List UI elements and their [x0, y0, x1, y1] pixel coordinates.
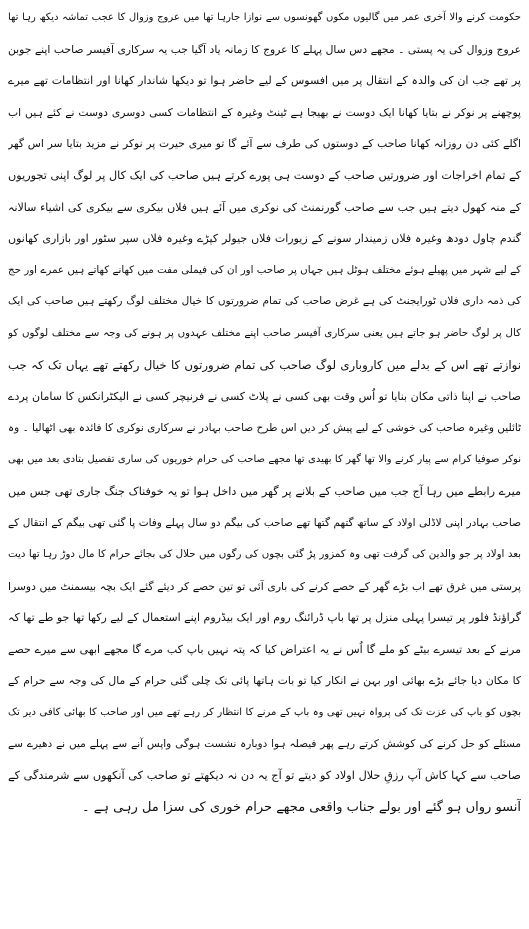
article-line: گراؤنڈ فلور پر تیسرا پہلی منزل پر تھا باپ ڈرائنگ روم اور ایک بیڈروم اپنے استعمال کے لیے رکھا تھا جو طے تھا کہ: [8, 611, 521, 625]
article-line: مرنے کے بعد تیسرے بیٹے کو ملے گا اُس نے یہ اعتراض کیا کہ پتہ نہیں باپ کب مرے گا مجھے ابھی سے میرے حصے: [8, 642, 521, 656]
article-line: صاحب بہادر اپنی لاڈلی اولاد کے ساتھ گتھم گتھا تھے صاحب کی بیگم دو سال پہلے وفات پا گئی تھی بیگم کے انتقال کے: [8, 516, 521, 529]
article-line: پوچھنے پر نوکر نے بتایا کھانا ایک دوست نے بھیجا ہے ٹینٹ وغیرہ کے انتظامات کسی دوسری دوست نے کئے ہیں اب: [8, 105, 521, 119]
article-line: کے لیے شہر میں پھیلے ہوئے مختلف ہوٹل ہیں جہاں پر صاحب اور ان کی فیملی مفت میں کھانے کھاتے ہیں عمرے اور حج: [8, 263, 521, 276]
article-line: میرے رابطے میں رہا آج جب میں صاحب کے بلانے پر گھر میں داخل ہوا تو یہ خوفناک جنگ جاری تھی جس میں: [8, 484, 521, 498]
article-line: گندم چاول دودھ وغیرہ فلاں زمیندار سونے کے زیورات فلاں جیولر کپڑے وغیرہ فلاں سپر سٹور اور بازاری کھانوں: [8, 232, 521, 246]
article-line: کال پر لوگ حاضر ہو جاتے ہیں یعنی سرکاری آفیسر صاحب اپنے مختلف عہدوں پر ہونے کی وجہ سے مختلف لوگوں کو: [8, 326, 521, 339]
article-line: اگلے کئی دن روزانہ کھانا صاحب کے دوستوں کی طرف سے آئے گا تو میری حیرت پر نوکر نے مزید بتایا سر اس گھر: [8, 137, 521, 151]
article-line: پرستی میں غرق تھے اب بڑے گھر کے حصے کرنے کی باری آئی تو تین حصے کر دیئے گئے ایک بچہ بیسمنٹ میں دوسرا: [8, 579, 521, 593]
article-line: صاحب نے اپنا ذاتی مکان بنایا تو اُس وقت بھی کسی نے پلاٹ کسی نے فرنیچر کسی نے الیکٹرانکس کا سامان پردے: [8, 390, 521, 404]
article-line: صاحب سے کہا کاش آپ رزقِ حلال اولاد کو دیتے تو آج یہ دن نہ دیکھتے تو صاحب کی آنکھوں سے شرمندگی کے: [8, 769, 521, 783]
article-line: مسئلے کو حل کرنے کی کوشش کرتے رہے پھر فیصلہ ہوا دوبارہ نشست ہوگی واپس آنے سے پہلے میں نے دھیرے سے: [8, 737, 521, 750]
article-line: بچوں کو باپ کی عزت تک کی پرواہ نہیں تھی وہ باپ کے مرنے کا انتظار کر رہے تھے میں اور صاحب کا بھائی کافی دیر تک: [8, 707, 521, 719]
article-line: کے منہ کھول دیتے ہیں جب سے صاحب گورنمنٹ کی نوکری میں آئے ہیں فلاں بیکری سے بیکری کی اشیاء سالانہ: [8, 200, 521, 214]
article-line: کا مکان دیا جائے بڑے بھائی اور بہن نے انکار کیا تو بات ہاتھا پائی تک چلی گئی حرام کے مال کی وجہ سے حرام کے: [8, 674, 521, 688]
article-body: [8, 2, 521, 823]
article-line: پر تھے جب ان کی والدہ کے انتقال پر میں افسوس کے لیے حاضر ہوا تو دیکھا شاندار کھانا اور انتظامات تھے میرے: [8, 74, 521, 88]
article-line: بعد اولاد پر جو والدین کی گرفت تھی وہ کمزور پڑ گئی بچوں کی رگوں میں حلال کی بجائے حرام کا مال دوڑ رہا تھا دیت: [8, 548, 521, 561]
article-line: کی ذمہ داری فلاں ٹورایجنٹ کی ہے غرض صاحب کی تمام ضرورتوں کا خیال مختلف لوگ رکھتے ہیں صاحب کی ایک: [8, 295, 521, 308]
article-line: نوازتے تھے اس کے بدلے میں کاروباری لوگ صاحب کی تمام ضرورتوں کا خیال رکھتے تھے یہاں تک کہ جب: [8, 357, 521, 372]
article-line: نوکر صوفیا کرام سے پیار کرنے والا تھا گھر کا بھیدی تھا مجھے صاحب کی حرام خوریوں کی ساری تفصیل بتادی بعد میں بھی: [8, 454, 521, 466]
article-line: آنسو رواں ہو گئے اور بولے جناب واقعی مجھے حرام خوری کی سزا مل رہی ہے ۔: [81, 799, 521, 815]
article-line: حکومت کرنے والا آخری عمر میں گالیوں مکوں گھونسوں سے نوازا جارہا تھا میں عروج وزوال کا عجب تماشہ دیکھ رہا تھا: [8, 12, 521, 23]
article-line: کے تمام اخراجات اور ضرورتیں صاحب کے دوست ہی پورے کرتے ہیں صاحب کی ایک کال پر لوگ اپنی تجوریوں: [8, 168, 521, 182]
article-line: ٹائلیں وغیرہ صاحب کی خوشی کے لیے پیش کر دیں اس طرح صاحب بہادر نے سرکاری نوکری کا فائدہ بھی اٹھالیا ۔ وہ: [8, 421, 521, 434]
article-line: عروج وزوال کی یہ پستی ۔ مجھے دس سال پہلے کا عروج کا زمانہ یاد آگیا جب یہ سرکاری آفیسر صاحب اپنے جوبن: [8, 42, 521, 56]
